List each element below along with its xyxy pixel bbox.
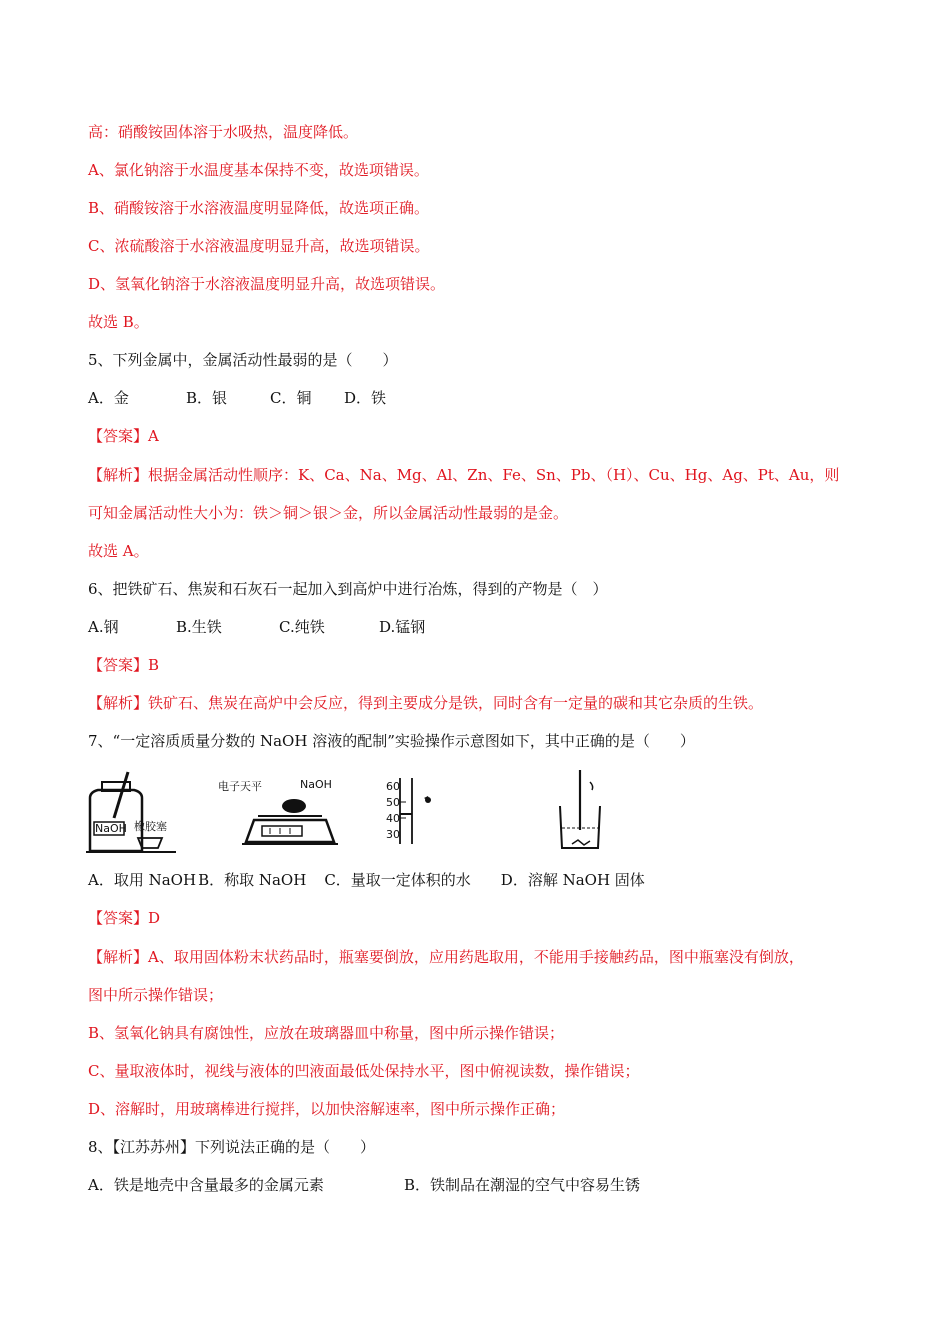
q4-final-pick: 故选 B。 (88, 313, 149, 331)
cylinder-tick-50: 50 (386, 796, 400, 809)
q7-explanation-line-1: 【解析】A、取用固体粉末状药品时，瓶塞要倒放，应用药匙取用，不能用手接触药品，图中瓶塞没有倒放， (88, 948, 804, 966)
q7-explanation-line-4: C、量取液体时，视线与液体的凹液面最低处保持水平，图中俯视读数，操作错误； (88, 1062, 640, 1080)
q6-stem: 6、把铁矿石、焦炭和石灰石一起加入到高炉中进行冶炼，得到的产物是（ ） (88, 580, 608, 598)
q6-options (88, 617, 425, 637)
q5-final-pick: 故选 A。 (88, 542, 149, 560)
bottle-label: NaOH (95, 822, 127, 835)
q7-answer: 【答案】D (88, 909, 161, 927)
q6-option-b: B.生铁 (176, 618, 222, 636)
q4-option-a-explanation: A、氯化钠溶于水温度基本保持不变，故选项错误。 (88, 161, 429, 179)
figure-measure-water (384, 776, 444, 846)
q4-option-c-explanation: C、浓硫酸溶于水溶液温度明显升高，故选项错误。 (88, 237, 430, 255)
figure-weigh-naoh (214, 776, 344, 852)
q7-option-a: A．取用 NaOH (88, 871, 197, 889)
q7-option-d: D．溶解 NaOH 固体 (500, 871, 645, 889)
q8-option-a: A．铁是地壳中含量最多的金属元素 (88, 1176, 324, 1194)
q7-explanation-line-3: B、氢氧化钠具有腐蚀性，应放在玻璃器皿中称量，图中所示操作错误； (88, 1024, 565, 1042)
stopper-label: 橡胶塞 (134, 820, 167, 833)
q5-option-c: C．铜 (270, 389, 312, 407)
q7-explanation-line-5: D、溶解时，用玻璃棒进行搅拌，以加快溶解速率，图中所示操作正确； (88, 1100, 566, 1118)
q5-option-d: D．铁 (344, 389, 387, 407)
q7-option-c: C．量取一定体积的水 (324, 871, 471, 889)
q5-option-a: A．金 (88, 389, 129, 407)
q5-option-b: B．银 (186, 389, 228, 407)
q5-explanation-line-2: 可知金属活动性大小为：铁＞铜＞银＞金，所以金属活动性最弱的是金。 (88, 504, 569, 522)
q5-answer: 【答案】A (88, 427, 159, 445)
cylinder-tick-30: 30 (386, 828, 400, 841)
balance-label: 电子天平 (218, 780, 262, 793)
q7-options (88, 870, 645, 890)
q6-option-d: D.锰钢 (379, 618, 426, 636)
cylinder-tick-40: 40 (386, 812, 400, 825)
figure-take-naoh (86, 768, 176, 854)
q5-options (88, 388, 386, 408)
q7-option-b: B．称取 NaOH (198, 871, 307, 889)
q6-option-c: C.纯铁 (279, 618, 325, 636)
q8-option-b: B．铁制品在潮湿的空气中容易生锈 (404, 1176, 641, 1194)
q4-option-b-explanation: B、硝酸铵溶于水溶液温度明显降低，故选项正确。 (88, 199, 430, 217)
q8-stem: 8、【江苏苏州】下列说法正确的是（ ） (88, 1138, 376, 1156)
balance-sample-label: NaOH (300, 778, 332, 791)
q7-explanation-line-2: 图中所示操作错误； (88, 986, 224, 1004)
q5-explanation-line-1: 【解析】根据金属活动性顺序：K、Ca、Na、Mg、Al、Zn、Fe、Sn、Pb、（H）、Cu、Hg、Ag、Pt、Au，则 (88, 466, 840, 484)
q4-option-d-explanation: D、氢氧化钠溶于水溶液温度明显升高，故选项错误。 (88, 275, 446, 293)
q5-stem: 5、下列金属中，金属活动性最弱的是（ ） (88, 351, 398, 369)
q4-explanation-line: 高：硝酸铵固体溶于水吸热，温度降低。 (88, 123, 359, 141)
figure-dissolve-naoh (556, 768, 606, 852)
q6-option-a: A.钢 (88, 618, 119, 636)
q6-answer: 【答案】B (88, 656, 160, 674)
q7-stem: 7、“一定溶质质量分数的 NaOH 溶液的配制”实验操作示意图如下，其中正确的是（ ） (88, 732, 695, 750)
q6-explanation: 【解析】铁矿石、焦炭在高炉中会反应，得到主要成分是铁，同时含有一定量的碳和其它杂质的生铁。 (88, 694, 764, 712)
q8-options (88, 1175, 640, 1195)
cylinder-tick-60: 60 (386, 780, 400, 793)
